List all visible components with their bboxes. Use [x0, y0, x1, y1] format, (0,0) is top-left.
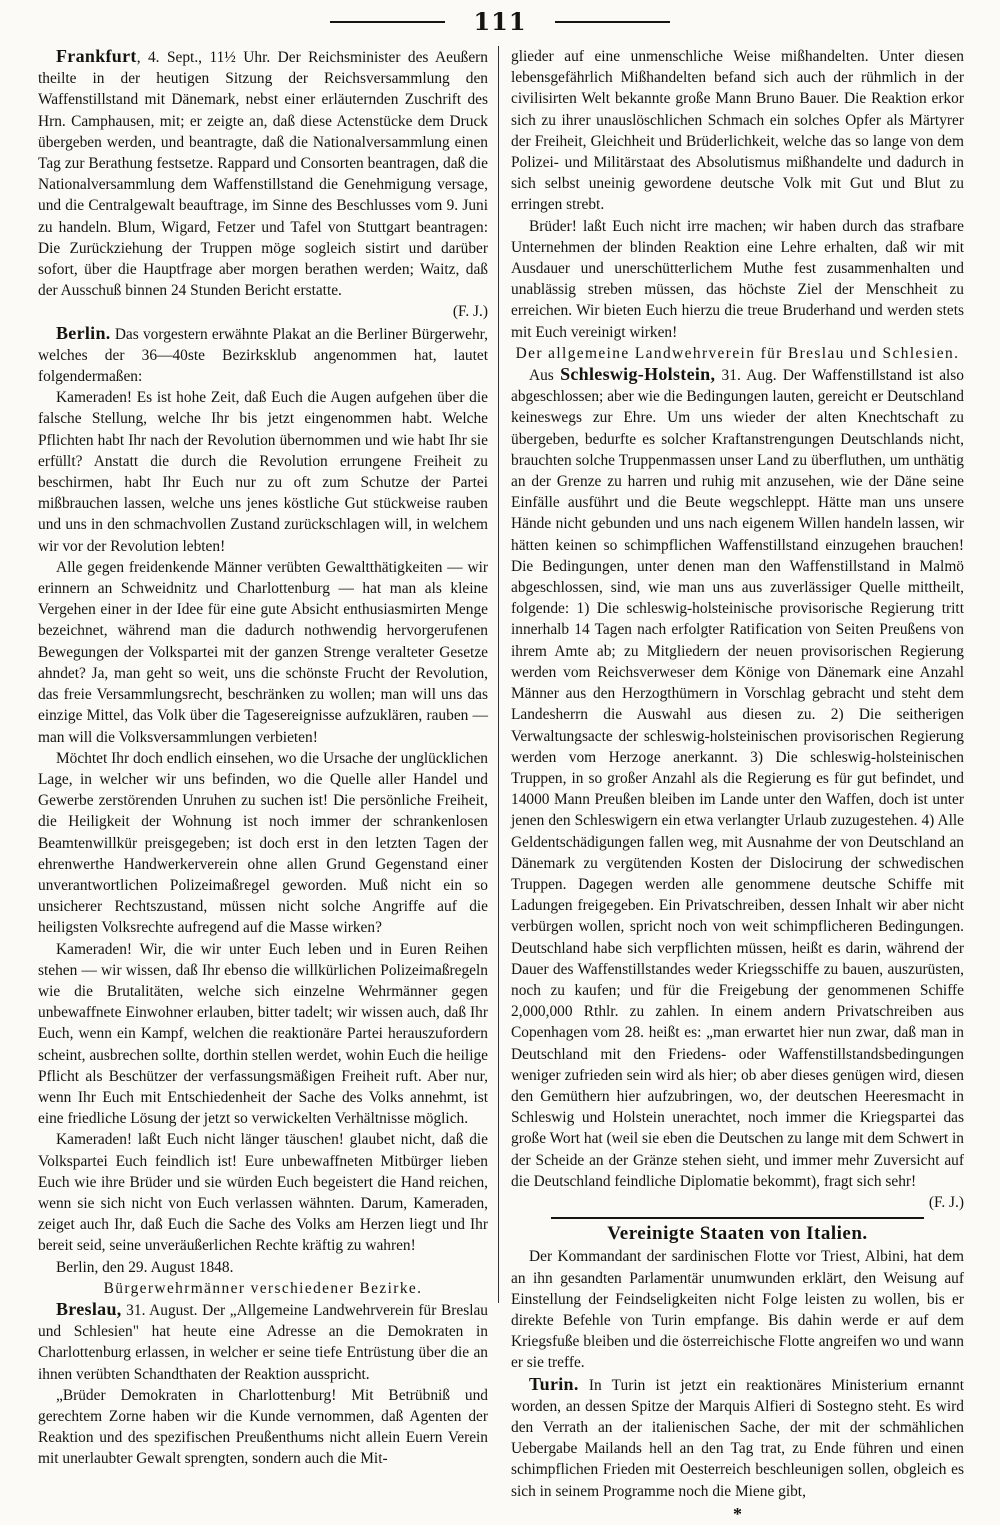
place-berlin: Berlin. — [56, 322, 111, 343]
article-breslau — [38, 1299, 488, 1385]
header-rule-right — [555, 21, 670, 23]
address-paragraph: „Brüder Demokraten in Charlottenburg! Mit Betrübniß und gerechtem Zorne haben wir die Kunde vernommen, daß Agenten der Reaktion und des spezifischen Preußenthums nicht allein Euern Verein mit unerlaubter Gewalt sprengten, sondern auch die Mit- — [38, 1386, 488, 1468]
article-breslau-text: 31. August. Der „Allgemeine Landwehrverein für Breslau und Schlesien" hat heute eine Adresse an die Demokraten in Charlottenburg erlassen, in welcher er seine tiefe Entrüstung über die an ihnen verübten Schandthaten der Reaktion ausspricht. — [38, 1301, 488, 1383]
source-mark: (F. J.) — [452, 303, 488, 321]
address-paragraph: Brüder! laßt Euch nicht irre machen; wir haben durch das strafbare Unternehmen der blinden Reaktion eine Lehre erhalten, daß wir mit Ausdauer und unerschütterlichem Muthe fest zusammenhalten und unablässig streben müssen, das höchste Ziel der Menschheit zu erreichen. Wir bieten Euch hierzu die treue Bruderhand und werden stets mit Euch vereinigt wirken! — [511, 217, 964, 341]
page-number — [0, 4, 1000, 38]
column-divider — [498, 46, 499, 1303]
place-breslau: Breslau, — [56, 1298, 122, 1319]
place-frankfurt: Frankfurt — [56, 46, 137, 66]
page-number-text: 111 — [473, 6, 527, 36]
section-title: Vereinigte Staaten von Italien. — [607, 1223, 868, 1245]
article-berlin — [38, 323, 488, 388]
section-rule — [551, 1217, 924, 1219]
placard-paragraph: Alle gegen freidenkende Männer verübten Gewaltthätigkeiten — wir erinnern an Schweidnitz und Charlottenburg — hat man als kleine Vergehen einer in der Idee für eine gute Absicht enthusiasmirten Menge bezeichnet, während man die dadurch nothwendig hervorgerufenen Bewegungen der Volkspartei mit der ganzen Strenge veralteter Gesetze ahndet? Ja, man geht so weit, uns die schönste Frucht der Revolution, das freie Versammlungsrecht, beschränken zu wollen; man will uns das einzige Mittel, das Volk über die Tagesereignisse aufzuklären, rauben — man will die Volksversammlungen verbieten! — [38, 558, 488, 746]
placard-paragraph: Kameraden! laßt Euch nicht länger täuschen! glaubet nicht, daß die Volkspartei Euch feindlich ist! Eure unbewaffneten Mitbürger lieben Euch wie ihre Brüder und sie würden Euch begeistert die Hand reichen, wenn sie sich nicht von Euch verlassen wähnten. Darum, Kameraden, zeiget auch Ihr, daß Euch die Sache des Volks am Herzen liegt und Ihr bereit seid, seine unveräußerlichen Rechte kräftig zu wahren! — [38, 1131, 488, 1255]
article-trieste: Der Kommandant der sardinischen Flotte vor Triest, Albini, hat dem an ihn gesandten Parlamentär unumwunden erklärt, den Weisung auf Einstellung der Feindseligkeiten nicht Folge leisten zu wollen, bis er direkte Befehle von Turin empfange. Bis dahin werde er auf dem Kriegsfuße bleiben und die österreichische Flotte angreifen wo und wann er sie treffe. — [511, 1248, 964, 1372]
place-schleswig-holstein: Schleswig-Holstein, — [560, 364, 716, 385]
article-frankfurt — [38, 46, 488, 301]
article-berlin-text: Das vorgestern erwähnte Plakat an die Berliner Bürgerwehr, welches der 36—40ste Bezirksklub angenommen hat, lautet folgendermaßen: — [38, 325, 488, 386]
article-schleswig-text: 31. Aug. Der Waffenstillstand ist also abgeschlossen; aber wie die Bedingungen lauten, gereicht er Deutschland keineswegs zur Ehre. Um uns wieder der alten Knechtschaft zu übergeben, bedurfte es solcher Kraftanstrengungen Deutschlands nicht, brauchten solche Truppenmassen unser Land zu überfluthen, um unthätig an der Grenze zu harren und ruhig mit anzusehen, wie der Däne seine Einfälle ausführt und die Beute wegschleppt. Hätte man uns unsere Hände nicht gebunden und uns nach eigenem Willen handeln lassen, wir hätten keinen so schimpflichen Waffenstillstand einzugehen brauchen! Die Bedingungen, unter denen man den Waffenstillstand in Malmö abgeschlossen, sind, wie man uns aus zuverlässiger Quelle mittheilt, folgende: 1) Die schleswig-holsteinische provisorische Regierung tritt innerhalb 14 Tagen nach erfolgter Ratification von Seiten Preußens von ihrem Amte ab; zu Mitgliedern der neuen provisorischen Regierung werden vom Reichsverweser dem Könige von Dänemark eine Anzahl Männer aus den Herzogthümern in Vorschlag gebracht und steht dem Landesherrn die Auswahl aus diesen zu. 2) Die seitherigen Verwaltungsacte der schleswig-holsteinischen provisorischen Regierung werden vom Herzoge anerkannt. 3) Die schleswig-holsteinischen Truppen, in so großer Anzahl als die Regierung es für gut befindet, und 14000 Mann Preußen bleiben im Lande unter den Waffen, doch ist unter jenen den Schleswigern ein etwa verlangter Urlaub zuzugestehen. 4) Alle Geldentschädigungen fallen weg, mit Ausnahme der von Deutschland an Dänemark zu vergütenden Kosten der Dislocirung der schwedischen Truppen. Dagegen werden alle genommene deutsche Schiffe mit Ladungen freigegeben. Ein Privatschreiben, dessen Inhalt wir aber nicht verbürgen wollen, spricht noch von weit schimpflicheren Bedingungen. Deutschland habe sich verpflichten müssen, heißt es darin, während der Dauer des Waffenstillstandes weder Kriegsschiffe zu bauen, auszurüsten, noch zu kaufen; und für die Freigebung der genommenen Schiffe 2,000,000 Rthlr. zu zahlen. In einem andern Privatschreiben aus Copenhagen vom 28. heißt es: „man erwartet hier nun zwar, daß man in Deutschland mit den Friedens- oder Waffenstillstandsbedingungen weniger zufrieden sein wird als hier; ob aber dieses genügen wird, diesen den Gemüthern hier aufzubringen, wo, der deutschen Heeresmacht in Schleswig und Holstein unerachtet, noch immer die Kriegspartei das große Wort hat (weil sie eben die Deutschen zu lange mit dem Schwert in der Scheide an der Gränze stehen sieht, und immer mehr Zuversicht auf die Deutschland feindliche Diplomatie bekommt), fragt sich sehr! — [511, 367, 964, 1190]
article-lead: Aus — [529, 367, 561, 385]
signature: Der allgemeine Landwehrverein für Breslau und Schlesien. — [515, 344, 960, 362]
footer-star: * — [733, 1503, 742, 1524]
place-turin: Turin. — [529, 1373, 579, 1394]
article-frankfurt-text: , 4. Sept., 11½ Uhr. Der Reichsminister des Aeußern theilte in der heutigen Sitzung der Reichsversammlung den Waffenstillstand mit Dänemark, nebst einer erläuternden Zuschrift des Hrn. Camphausen, mit; er zeigte an, daß diese Actenstücke dem Druck übergeben werden, und beantragte, daß die Nationalversammlung einen Tag zur Berathung festsetze. Rappard und Consorten beantragen, daß die Nationalversammlung dem Waffenstillstand die Genehmigung versage, und die Centralgewalt beauftrage, im Sinne des Beschlusses vom 9. Juni zu handeln. Blum, Wigard, Fetzer und Tafel von Stuttgart beantragen: Die Zurückziehung der Truppen möge sogleich sistirt und darüber sofort, über die Hauptfrage aber morgen berathen werden; Waitz, daß der Ausschuß binnen 24 Stunden Bericht erstatte. — [38, 49, 488, 300]
article-turin — [511, 1374, 964, 1502]
placard-paragraph: Möchtet Ihr doch endlich einsehen, wo die Ursache der unglücklichen Lage, in welcher wir uns befinden, wo die Quelle aller Handel und Gewerbe zerstörenden Unruhen zu suchen ist! Die persönliche Freiheit, die Heiligkeit der Wohnung ist noch immer der schrankenlosen Beamtenwillkür preisgegeben; ist doch erst in den letzten Tagen der ehrenwerthe Handwerkerverein ohne allen Grund Gegenstand einer unverantwortlichen Polizeimaßregel geworden. Muß nicht ein so unsicherer Rechtszustand, müssen nicht solche Angriffe auf die heiligsten Volksrechte aufregend auf die Masse wirken? — [38, 749, 488, 937]
source-mark: (F. J.) — [928, 1193, 964, 1211]
left-column — [38, 46, 488, 1468]
signature: Bürgerwehrmänner verschiedener Bezirke. — [103, 1279, 423, 1297]
right-column — [511, 46, 964, 1524]
dateline: Berlin, den 29. August 1848. — [56, 1258, 234, 1276]
address-continuation: glieder auf eine unmenschliche Weise mißhandelten. Unter diesen lebensgefährlich Mißhandelten befand sich auch der rühmlich in der civilisirten Welt bekannte große Mann Bruno Bauer. Die Reaktion erkor sich zu ihrer unauslöschlichen Schmach ein solches Opfer als Märtyrer der Freiheit, Gleichheit und Brüderlichkeit, welche das so lange von dem Polizei- und Militärstaat des Absolutismus mißhandelte und dadurch in sich selbst uneinig gewordene deutsche Volk mit Gut und Blut zu erringen strebt. — [511, 48, 964, 214]
placard-paragraph: Kameraden! Wir, die wir unter Euch leben und in Euren Reihen stehen — wir wissen, daß Ihr ebenso die willkürlichen Polizeimaßregeln wie die Brutalitäten, welche sich einzelne Wehrmänner gegen unbewaffnete Einwohner erlauben, bitter tadelt; wir wissen auch, daß Ihr Euch, wenn ein Kampf, welchen die reaktionäre Partei herauszufordern scheint, ausbrechen sollte, dorthin stellen werdet, wohin Euch die heilige Pflicht als Beschützer der verfassungsmäßigen Freiheit ruft. Aber nur, wenn Ihr Euch mit Entschiedenheit der Sache des Volks annehmt, ist eine friedliche Lösung der jetzt so verwickelten Verhältnisse möglich. — [38, 940, 488, 1128]
placard-paragraph: Kameraden! Es ist hohe Zeit, daß Euch die Augen aufgehen über die falsche Stellung, welche Ihr bis jetzt eingenommen habt. Welche Pflichten habt Ihr nach der Revolution übernommen und wie habt Ihr sie erfüllt? Anstatt die durch die Revolution errungene Freiheit zu beschirmen, habt Ihr Euch nur zu oft zum Schutze der Partei mißbrauchen lassen, welche uns jenes köstliche Gut stückweise rauben und uns in den schmachvollen Zustand zurückschlagen will, in welchem wir vor der Revolution lebten! — [38, 389, 488, 555]
article-turin-text: In Turin ist jetzt ein reaktionäres Ministerium ernannt worden, an dessen Spitze der Marquis Alfieri di Sostegno steht. Es wird den Verrath an der italienischen Sache, der mit der schmählichen Uebergabe Mailands hell an den Tag trat, zu Ende führen und einen schimpflichen Frieden mit Oesterreich beschleunigen sollen, obgleich es sich in seinem Programme noch die Miene gibt, — [511, 1376, 964, 1500]
article-schleswig-holstein — [511, 364, 964, 1192]
